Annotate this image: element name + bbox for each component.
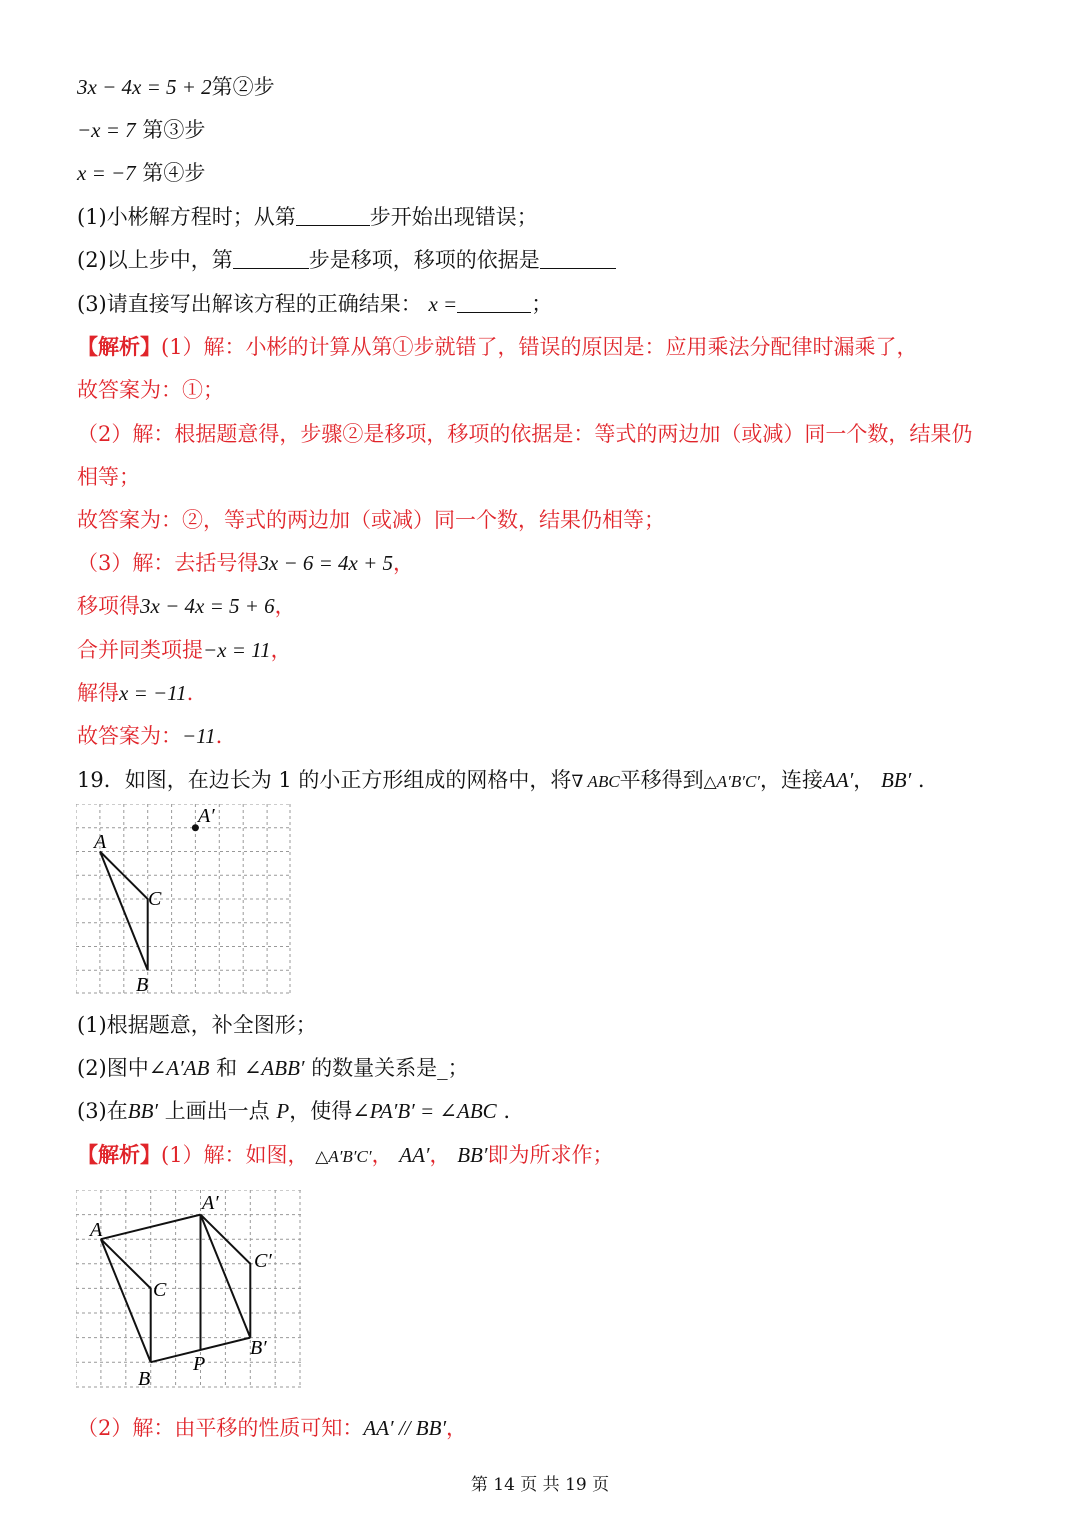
label-p: P: [193, 1353, 206, 1375]
text: ，: [371, 1143, 393, 1167]
label-b: B: [138, 1368, 151, 1388]
math: x = −11: [119, 681, 187, 705]
text: （3）解：去括号得: [77, 551, 259, 575]
text: (1)小彬解方程时；从第: [77, 205, 296, 229]
math: 3x − 4x = 5 + 6: [140, 594, 275, 618]
math: x = −7: [77, 161, 136, 185]
math: 3x − 4x = 5 + 2: [77, 75, 212, 99]
problem-19-solution-2: [77, 1413, 1040, 1443]
label-c: C: [153, 1279, 167, 1301]
analysis-tag: 【解析】: [77, 334, 161, 359]
text: ，连接: [760, 768, 824, 792]
text: ，: [393, 551, 415, 575]
text: （2）解：由平移的性质可知：: [77, 1416, 364, 1440]
question-3: [77, 289, 1040, 319]
text: ，使得: [289, 1099, 353, 1123]
problem-19-q3: [77, 1096, 1040, 1126]
equation-step-3: [77, 115, 1040, 145]
question-2: [77, 245, 1040, 275]
label-c: C: [148, 888, 162, 910]
math: AA′: [823, 768, 854, 792]
step-label: 第④步: [142, 161, 206, 185]
text: ；: [531, 292, 553, 316]
step-label: 第③步: [142, 118, 206, 142]
math: −x = 11: [203, 638, 271, 662]
grid-lines: [76, 1190, 301, 1388]
text: 解得: [77, 681, 119, 705]
math: −11: [182, 724, 216, 748]
answer-blank[interactable]: [233, 246, 309, 269]
solution-line-4: [77, 505, 1040, 535]
label-a: A: [94, 831, 107, 853]
label-a-prime: A′: [198, 805, 215, 827]
text: 故答案为：①；: [77, 378, 224, 402]
label-c-prime: C′: [254, 1250, 272, 1272]
text: 的数量关系是_；: [311, 1056, 469, 1080]
grid-lines: [76, 804, 291, 994]
problem-19-solution-1: [77, 1140, 1040, 1172]
solution-line-9: [77, 721, 1040, 751]
label-b: B: [136, 974, 149, 994]
label-b-prime: B′: [250, 1337, 267, 1359]
answer-blank[interactable]: [540, 246, 616, 269]
text: (2)以上步中，第: [77, 248, 233, 272]
text: （2）解：根据题意得，步骤②是移项，移项的依据是：等式的两边加（或减）同一个数，结果仍: [77, 422, 973, 446]
text: 故答案为：: [77, 724, 182, 748]
label-a-prime: A′: [202, 1192, 219, 1214]
text: 19．如图，在边长为 1 的小正方形组成的网格中，将: [77, 768, 572, 792]
text: ，: [853, 768, 875, 792]
math: ∇ ABC: [571, 772, 620, 791]
solution-line-8: [77, 678, 1040, 708]
solution-line-3: [77, 419, 1040, 449]
math: ∠ABB′: [243, 1056, 305, 1080]
text: 步是移项，移项的依据是: [308, 248, 540, 272]
math: ∠PA′B′ = ∠ABC: [352, 1099, 497, 1123]
label-a: A: [90, 1219, 103, 1241]
text: (3)请直接写出解该方程的正确结果：: [77, 292, 422, 316]
page-footer: 第 14 页 共 19 页: [470, 1475, 610, 1495]
text: .: [503, 1099, 511, 1123]
text: 合并同类项提: [77, 638, 203, 662]
text: (2)图中: [77, 1056, 149, 1080]
math: △A′B′C′: [315, 1147, 372, 1166]
step-label: 第②步: [211, 75, 275, 99]
solution-line-3b: [77, 462, 1040, 492]
math: △A′B′C′: [703, 772, 761, 791]
math: P: [276, 1099, 290, 1123]
text: ，: [446, 1416, 468, 1440]
question-1: [77, 202, 1040, 232]
analysis-tag: 【解析】: [77, 1142, 161, 1167]
figure-grid-1: [76, 804, 292, 994]
text: 故答案为：②，等式的两边加（或减）同一个数，结果仍相等；: [77, 508, 665, 532]
math: BB′: [127, 1099, 158, 1123]
solution-line-2: [77, 375, 1040, 405]
text: 即为所求作；: [487, 1143, 614, 1167]
answer-blank[interactable]: [296, 203, 370, 226]
text: ，: [270, 638, 292, 662]
solution-line-5: [77, 548, 1040, 578]
solution-line-6: [77, 591, 1040, 621]
equation-step-4: [77, 158, 1040, 188]
triangle-abc: [100, 852, 148, 971]
math: −x = 7: [77, 118, 136, 142]
solution-line-1: [77, 332, 1040, 362]
text: .: [186, 681, 194, 705]
text: ，: [429, 1143, 451, 1167]
math: AA′ // BB′: [363, 1416, 447, 1440]
equation-step-2: [77, 72, 1040, 102]
text: (3)在: [77, 1099, 128, 1123]
solution-line-7: [77, 635, 1040, 665]
text: 移项得: [77, 594, 140, 618]
text: 步开始出现错误；: [369, 205, 538, 229]
figure-grid-2: [76, 1190, 302, 1388]
math: x =: [428, 292, 458, 316]
text: (1）解：小彬的计算从第①步就错了，错误的原因是：应用乘法分配律时漏乘了，: [161, 335, 918, 359]
math: 3x − 6 = 4x + 5: [258, 551, 394, 575]
text: .: [215, 724, 223, 748]
math: BB′: [457, 1143, 488, 1167]
math: BB′: [880, 768, 912, 792]
problem-19-q2: [77, 1053, 1040, 1083]
answer-blank[interactable]: [457, 290, 531, 313]
text: 平移得到: [619, 768, 704, 792]
math: AA′: [399, 1143, 430, 1167]
segment-aa-prime: [101, 1215, 201, 1240]
problem-19-stem: [77, 765, 1040, 797]
text: (1)根据题意，补全图形；: [77, 1013, 317, 1037]
problem-19-q1: [77, 1010, 1040, 1040]
text: ，: [274, 594, 296, 618]
text: 和: [216, 1056, 238, 1080]
text: 相等；: [77, 465, 140, 489]
math: ∠A′AB: [148, 1056, 210, 1080]
text: .: [917, 768, 925, 792]
text: 上画出一点: [164, 1099, 270, 1123]
text: (1）解：如图，: [161, 1143, 309, 1167]
